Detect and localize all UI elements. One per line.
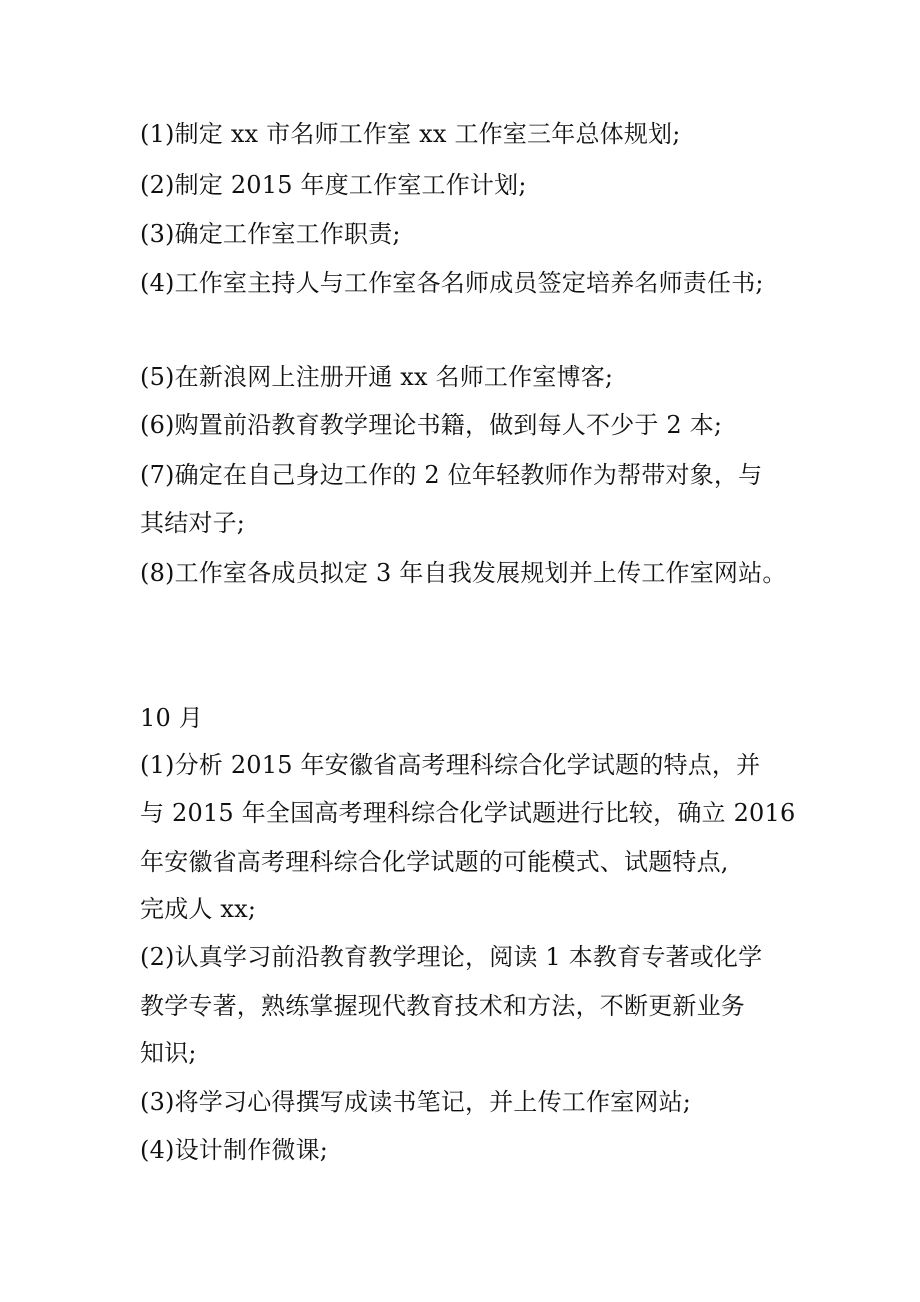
text-line: (2)制定 2015 年度工作室工作计划; — [140, 171, 527, 199]
text-line: 知识; — [140, 1039, 197, 1067]
text-line: (5)在新浪网上注册开通 xx 名师工作室博客; — [140, 363, 614, 391]
text-line: 教学专著，熟练掌握现代教育技术和方法，不断更新业务 — [140, 992, 745, 1020]
text-line: 其结对子; — [140, 509, 246, 537]
text-line: (1)制定 xx 市名师工作室 xx 工作室三年总体规划; — [140, 120, 681, 148]
text-line: (1)分析 2015 年安徽省高考理科综合化学试题的特点，并 — [140, 751, 761, 779]
text-line: (2)认真学习前沿教育教学理论，阅读 1 本教育专著或化学 — [140, 943, 763, 971]
text-line: (4)工作室主持人与工作室各名师成员签定培养名师责任书; — [140, 269, 764, 297]
text-line: (8)工作室各成员拟定 3 年自我发展规划并上传工作室网站。 — [140, 559, 787, 587]
text-line: (7)确定在自己身边工作的 2 位年轻教师作为帮带对象，与 — [140, 461, 763, 489]
text-line: 年安徽省高考理科综合化学试题的可能模式、试题特点, — [140, 848, 729, 876]
text-line: (3)确定工作室工作职责; — [140, 220, 401, 248]
text-line: 与 2015 年全国高考理科综合化学试题进行比较，确立 2016 — [140, 799, 796, 827]
text-line: (6)购置前沿教育教学理论书籍，做到每人不少于 2 本; — [140, 411, 723, 439]
text-line: (4)设计制作微课; — [140, 1136, 329, 1164]
section-heading-month: 10 月 — [140, 704, 203, 732]
text-line: 完成人 xx; — [140, 895, 257, 923]
text-line: (3)将学习心得撰写成读书笔记，并上传工作室网站; — [140, 1088, 692, 1116]
